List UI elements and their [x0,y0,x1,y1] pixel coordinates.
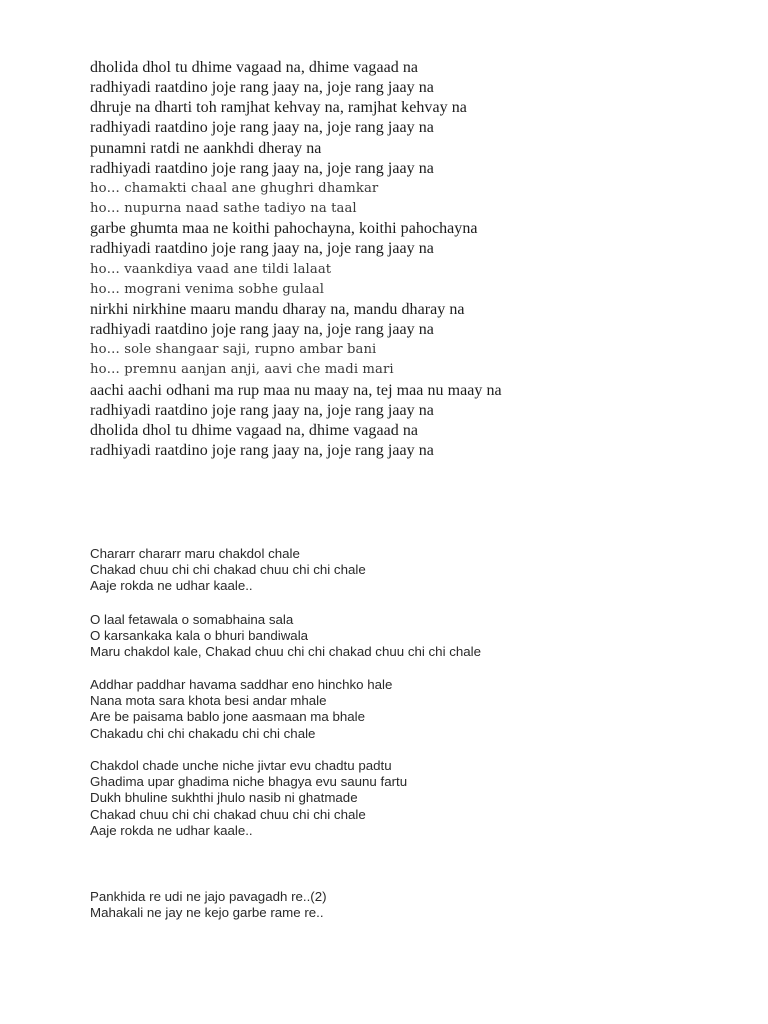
lyric-line: Ghadima upar ghadima niche bhagya evu saunu fartu [90,774,408,790]
lyric-line: Are be paisama bablo jone aasmaan ma bhale [90,709,365,725]
song-dholida-lyrics [90,58,730,461]
lyric-line: aachi aachi odhani ma rup maa nu maay na, tej maa nu maay na [90,381,502,399]
lyric-line: ho… mograni venima sobhe gulaal [90,281,325,297]
lyric-line: punamni ratdi ne aankhdi dheray na [90,139,322,157]
lyric-line: Addhar paddhar havama saddhar eno hinchko hale [90,677,393,692]
lyric-line: nirkhi nirkhine maaru mandu dharay na, mandu dharay na [90,300,465,318]
lyric-line: ho… vaankdiya vaad ane tildi lalaat [90,261,332,277]
song-chakdol-stanza-1 [90,546,730,595]
lyric-line: Aaje rokda ne udhar kaale.. [90,822,253,838]
song-chakdol-stanza-2 [90,612,730,661]
lyric-line: radhiyadi raatdino joje rang jaay na, joje rang jaay na [90,119,434,137]
lyric-line: ho… sole shangaar saji, rupno ambar bani [90,342,377,358]
lyric-line: ho… premnu aanjan anji, aavi che madi mari [90,362,394,378]
lyric-line: radhiyadi raatdino joje rang jaay na, joje rang jaay na [90,401,434,419]
song-pankhida-lyrics [90,889,730,921]
lyric-line: ho… chamakti chaal ane ghughri dhamkar [90,180,379,196]
lyric-line: Mahakali ne jay ne kejo garbe rame re.. [90,905,324,921]
lyric-line: Nana mota sara khota besi andar mhale [90,693,327,709]
song-chakdol-stanza-3 [90,677,730,742]
lyric-line: radhiyadi raatdino joje rang jaay na, joje rang jaay na [90,321,434,339]
lyric-line: dhruje na dharti toh ramjhat kehvay na, ramjhat kehvay na [90,99,467,117]
lyric-line: O laal fetawala o somabhaina sala [90,612,294,627]
lyric-line: Chakad chuu chi chi chakad chuu chi chi chale [90,806,366,822]
lyric-line: garbe ghumta maa ne koithi pahochayna, koithi pahochayna [90,220,478,238]
lyric-line: dholida dhol tu dhime vagaad na, dhime vagaad na [90,421,419,439]
lyric-line: ho… nupurna naad sathe tadiyo na taal [90,201,357,217]
lyric-line: O karsankaka kala o bhuri bandiwala [90,628,309,644]
lyric-line: Aaje rokda ne udhar kaale.. [90,578,253,594]
lyric-line: Pankhida re udi ne jajo pavagadh re..(2) [90,889,327,904]
lyric-line: radhiyadi raatdino joje rang jaay na, joje rang jaay na [90,79,434,97]
lyric-line: Maru chakdol kale, Chakad chuu chi chi chakad chuu chi chi chale [90,644,482,660]
song-chakdol-stanza-4 [90,758,730,839]
lyric-line: Dukh bhuline sukhthi jhulo nasib ni ghatmade [90,790,358,806]
lyric-line: radhiyadi raatdino joje rang jaay na, joje rang jaay na [90,159,434,177]
lyric-line: Chakadu chi chi chakadu chi chi chale [90,725,316,741]
lyric-line: Chararr chararr maru chakdol chale [90,546,300,561]
lyric-line: radhiyadi raatdino joje rang jaay na, joje rang jaay na [90,441,434,459]
lyric-line: dholida dhol tu dhime vagaad na, dhime vagaad na [90,59,419,76]
lyric-line: Chakdol chade unche niche jivtar evu chadtu padtu [90,758,392,773]
lyric-line: radhiyadi raatdino joje rang jaay na, joje rang jaay na [90,240,434,258]
lyric-line: Chakad chuu chi chi chakad chuu chi chi chale [90,562,366,578]
